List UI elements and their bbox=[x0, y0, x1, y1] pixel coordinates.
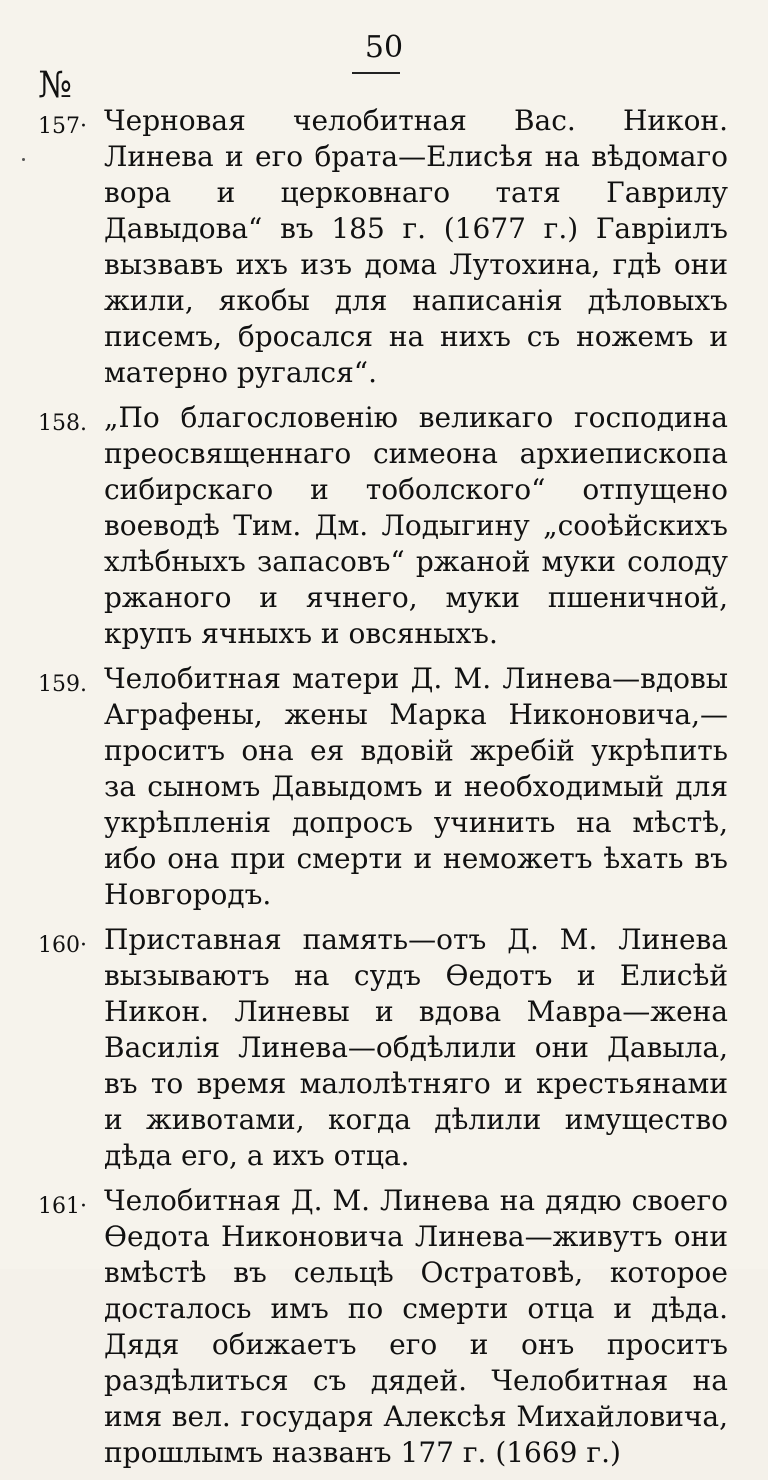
entry-157 bbox=[0, 103, 768, 391]
entry-159 bbox=[0, 661, 768, 913]
entry-160 bbox=[0, 922, 768, 1174]
numero-heading: № bbox=[38, 65, 73, 106]
entry-number: 159. bbox=[38, 672, 87, 697]
entry-text: Челобитная Д. М. Линева на дядю своего Ѳедота Никоновича Линева—живутъ они вмѣстѣ въ сельцѣ Остратовѣ, которое досталось имъ по смерти отца и дѣда. Дядя обижаетъ его и онъ проситъ раздѣлиться съ дядей. Челобитная на имя вел. государя Алексѣя Михайловича, прошлымъ названъ 177 г. (1669 г.) bbox=[104, 1184, 728, 1469]
entry-text: Челобитная матери Д. М. Линева—вдовы Аграфены, жены Марка Никоновича,—проситъ она ея вдовій жребій укрѣпить за сыномъ Давыдомъ и необходимый для укрѣпленія допросъ учинить на мѣстѣ, ибо она при смерти и неможетъ ѣхать въ Новгородъ. bbox=[104, 662, 728, 911]
entry-number: 161· bbox=[38, 1194, 87, 1219]
entry-text: „По благословенію великаго господина преосвященнаго симеона архиепископа сибирскаго и тоболского“ отпущено воеводѣ Тим. Дм. Лодыгину „сооѣйскихъ хлѣбныхъ запасовъ“ ржаной муки солоду ржаного и ячнего, муки пшеничной, крупъ ячныхъ и овсяныхъ. bbox=[104, 401, 728, 650]
entry-number: 158. bbox=[38, 411, 87, 436]
entry-text: Приставная память—отъ Д. М. Линева вызываютъ на судъ Ѳедотъ и Елисѣй Никон. Линевы и вдова Мавра—жена Василія Линева—обдѣлили они Давыла, въ то время малолѣтняго и крестьянами и животами, когда дѣлили имущество дѣда его, а ихъ отца. bbox=[104, 923, 728, 1172]
page-number: 50 bbox=[364, 30, 404, 65]
entry-158 bbox=[0, 400, 768, 652]
entry-161 bbox=[0, 1183, 768, 1471]
entry-list bbox=[0, 103, 768, 1480]
entry-text: Черновая челобитная Вас. Никон. Линева и его брата—Елисѣя на вѣдомаго вора и церковнаго татя Гаврилу Давыдова“ въ 185 г. (1677 г.) Гавріилъ вызвавъ ихъ изъ дома Лутохина, гдѣ они жили, якобы для написанія дѣловыхъ писемъ, бросался на нихъ съ ножемъ и матерно ругался“. bbox=[104, 104, 728, 389]
entry-number: 160· bbox=[38, 933, 87, 958]
page-number-underline bbox=[352, 72, 400, 74]
entry-number: 157· bbox=[38, 114, 87, 139]
